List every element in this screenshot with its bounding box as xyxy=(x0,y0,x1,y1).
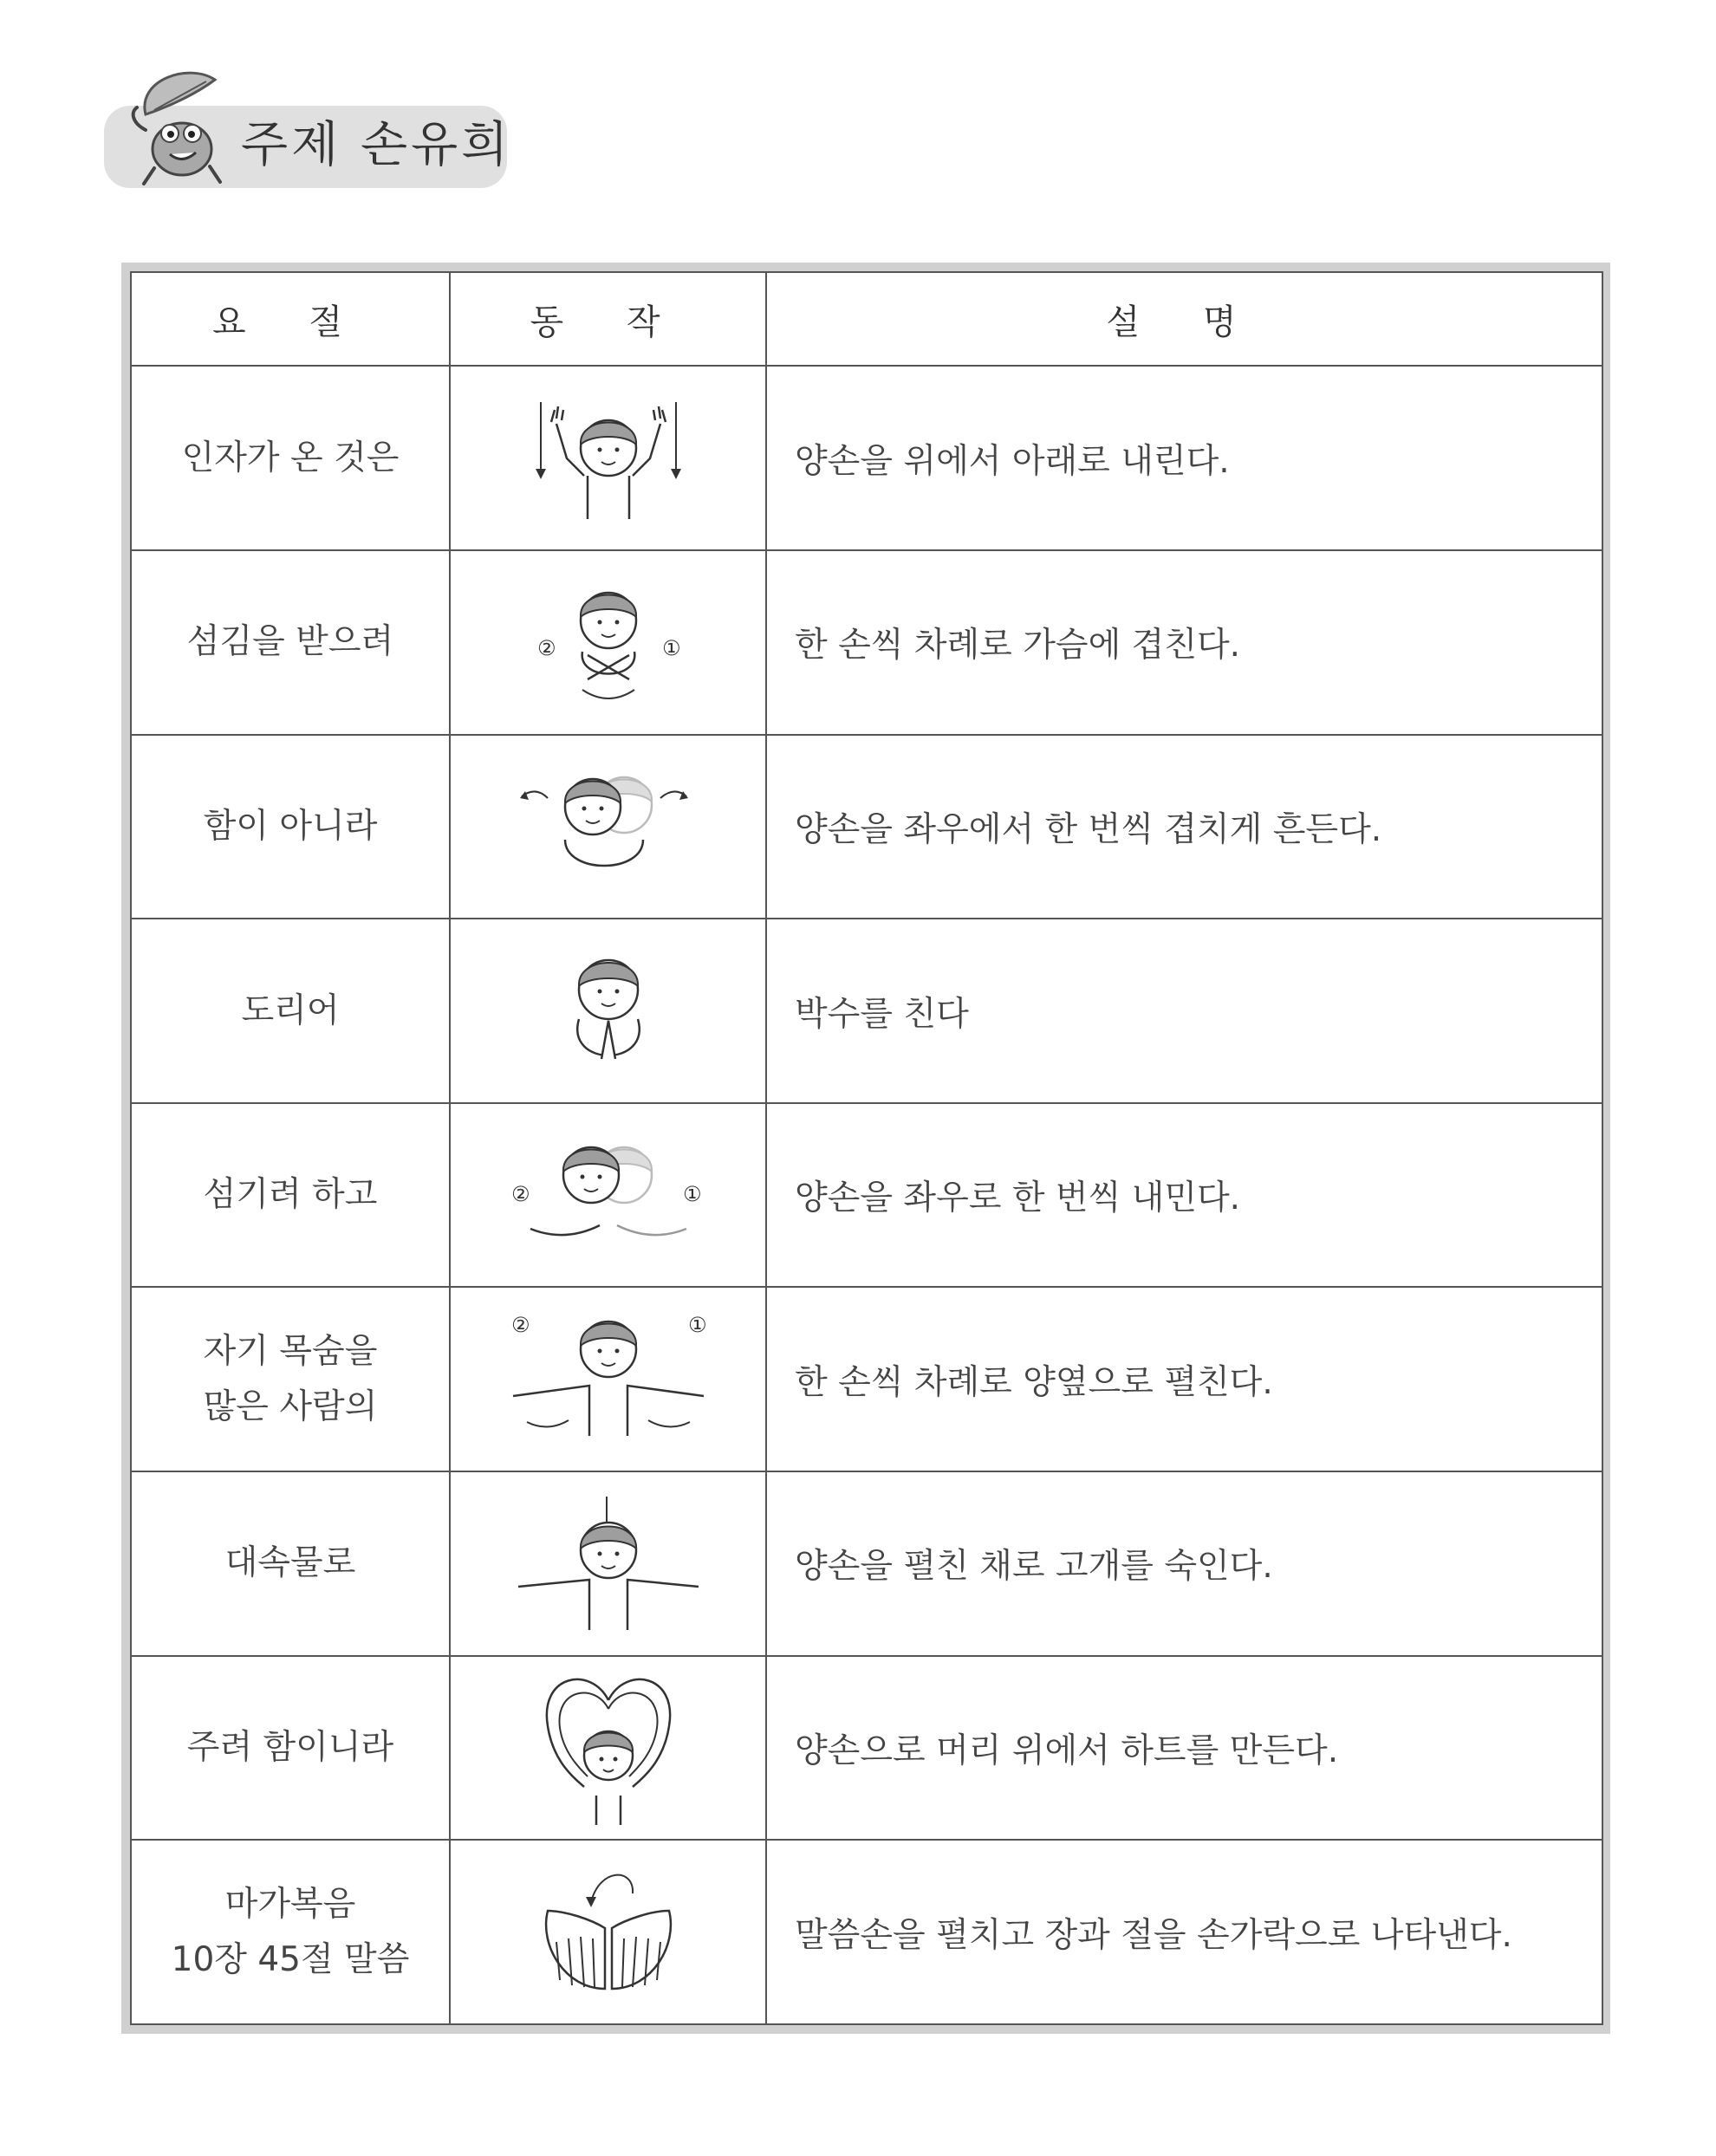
action-cell xyxy=(450,366,766,550)
step-marker-1: ① xyxy=(682,1182,702,1207)
segment-line: 주려 함이니라 xyxy=(186,1728,394,1767)
description-cell: 양손을 좌우로 한 번씩 내민다. xyxy=(766,1103,1602,1288)
segment-line: 함이 아니라 xyxy=(203,806,378,846)
table-row xyxy=(131,919,1602,1103)
segment-line: 섬기려 하고 xyxy=(203,1175,378,1215)
open-palms-icon xyxy=(530,1859,686,2006)
action-cell xyxy=(450,1471,766,1656)
table-row xyxy=(131,735,1602,919)
hands-down-icon xyxy=(522,389,695,528)
hands-cross-chest-icon xyxy=(522,568,695,716)
segment-line: 많은 사람의 xyxy=(203,1386,378,1426)
segment-line: 섬김을 받으려 xyxy=(186,622,394,662)
heart-arms-icon xyxy=(530,1666,686,1830)
table-row xyxy=(131,1656,1602,1841)
table-header-row xyxy=(131,272,1602,366)
bow-head-icon xyxy=(504,1490,712,1637)
segment-cell xyxy=(131,550,450,735)
segment-line: 마가복음 xyxy=(224,1884,356,1924)
segment-line: 대속물로 xyxy=(224,1543,356,1583)
action-cell xyxy=(450,1103,766,1288)
segment-line: 인자가 온 것은 xyxy=(181,438,400,477)
column-header-description: 설 명 xyxy=(766,272,1602,366)
description-cell: 박수를 친다 xyxy=(766,919,1602,1103)
action-cell xyxy=(450,735,766,919)
description-cell: 양손을 위에서 아래로 내린다. xyxy=(766,366,1602,550)
frog-mascot-icon xyxy=(120,62,241,192)
hand-play-table xyxy=(130,271,1603,2025)
clap-icon xyxy=(539,938,678,1085)
description-cell: 양손으로 머리 위에서 하트를 만든다. xyxy=(766,1656,1602,1841)
segment-cell xyxy=(131,1287,450,1471)
table-row xyxy=(131,1103,1602,1288)
segment-line: 10장 45절 말씀 xyxy=(171,1939,410,1979)
description-cell: 한 손씩 차례로 양옆으로 펼친다. xyxy=(766,1287,1602,1471)
segment-cell xyxy=(131,735,450,919)
table-row xyxy=(131,1840,1602,2024)
segment-line: 도리어 xyxy=(241,990,340,1030)
page-title: 주제 손유희 xyxy=(241,117,512,173)
segment-line: 자기 목숨을 xyxy=(203,1331,378,1371)
step-marker-2: ② xyxy=(510,1312,530,1337)
arms-spread-icon xyxy=(496,1306,721,1453)
segment-cell xyxy=(131,1471,450,1656)
description-cell: 말씀손을 펼치고 장과 절을 손가락으로 나타낸다. xyxy=(766,1840,1602,2024)
hands-extend-icon xyxy=(504,1121,712,1269)
segment-cell xyxy=(131,1656,450,1841)
table-row xyxy=(131,550,1602,735)
action-cell xyxy=(450,1840,766,2024)
table-row xyxy=(131,1287,1602,1471)
action-cell xyxy=(450,919,766,1103)
action-cell xyxy=(450,550,766,735)
segment-cell xyxy=(131,1840,450,2024)
segment-cell xyxy=(131,1103,450,1288)
step-marker-2: ② xyxy=(536,636,556,661)
column-header-segment: 요 절 xyxy=(131,272,450,366)
description-cell: 양손을 좌우에서 한 번씩 겹치게 흔든다. xyxy=(766,735,1602,919)
column-header-action: 동 작 xyxy=(450,272,766,366)
action-cell xyxy=(450,1656,766,1841)
step-marker-1: ① xyxy=(661,636,681,661)
table-row xyxy=(131,1471,1602,1656)
table-row xyxy=(131,366,1602,550)
segment-cell xyxy=(131,366,450,550)
description-cell: 한 손씩 차례로 가슴에 겹친다. xyxy=(766,550,1602,735)
hands-wave-icon xyxy=(513,753,704,900)
description-cell: 양손을 펼친 채로 고개를 숙인다. xyxy=(766,1471,1602,1656)
action-cell xyxy=(450,1287,766,1471)
step-marker-1: ① xyxy=(687,1312,707,1337)
step-marker-2: ② xyxy=(510,1182,530,1207)
segment-cell xyxy=(131,919,450,1103)
